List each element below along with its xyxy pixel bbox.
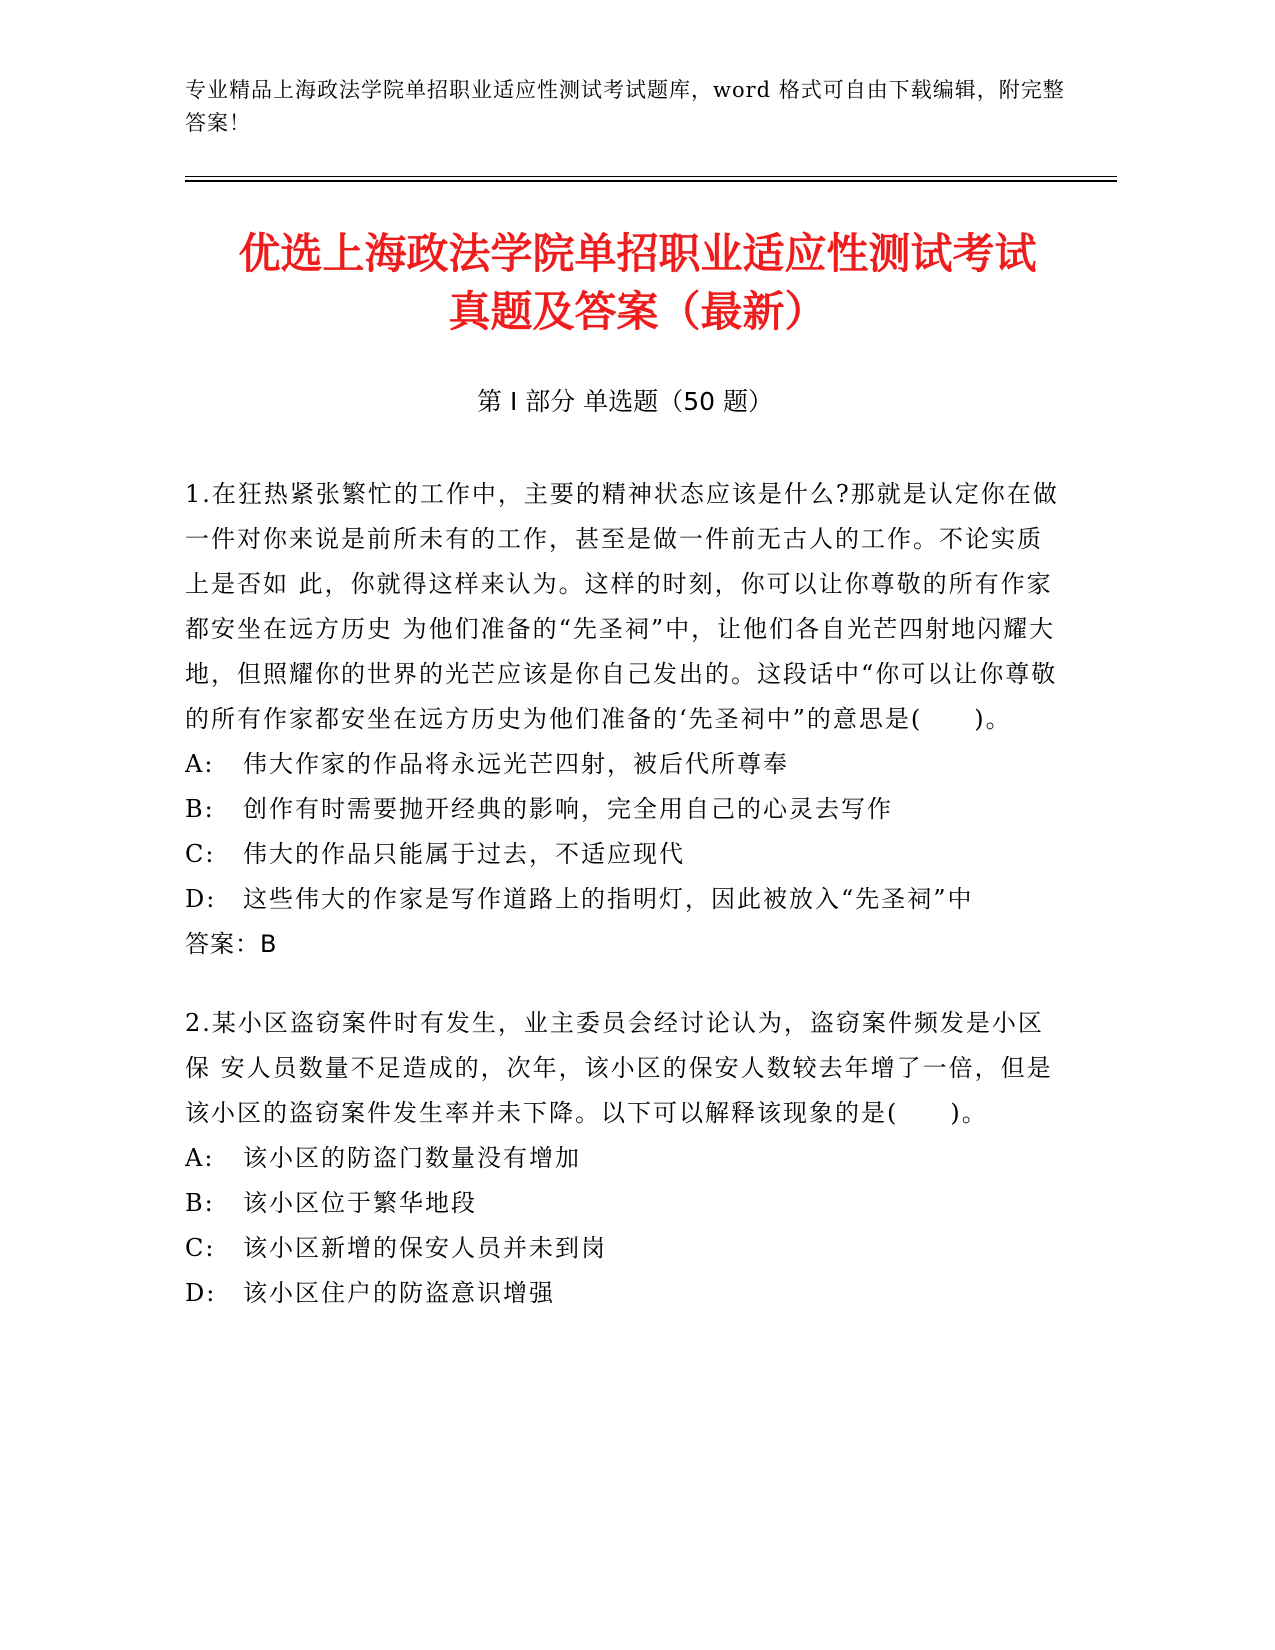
question-stem: 2.某小区盗窃案件时有发生，业主委员会经讨论认为，盗窃案件频发是小区保 安人员数量不足造成的，次年，该小区的保安人数较去年增了一倍，但是该小区的盗窃案件发生率并未下降。以下可以解释该现象的是( )。 bbox=[185, 1009, 1053, 1127]
option-letter: C: bbox=[185, 840, 216, 868]
option-text: 该小区的防盗门数量没有增加 bbox=[243, 1144, 581, 1172]
option-letter: A: bbox=[185, 750, 215, 778]
option-text: 创作有时需要抛开经典的影响，完全用自己的心灵去写作 bbox=[243, 795, 893, 823]
option-letter: D: bbox=[185, 885, 217, 913]
header-rule-thin bbox=[185, 176, 1117, 177]
question-2 bbox=[185, 1001, 1067, 1316]
option-d bbox=[185, 877, 1067, 922]
title-line-2: 真题及答案（最新） bbox=[448, 287, 827, 336]
option-d bbox=[185, 1271, 1067, 1316]
option-a bbox=[185, 1136, 1067, 1181]
question-list bbox=[185, 472, 1067, 1350]
question-1 bbox=[185, 472, 1067, 967]
option-text: 该小区位于繁华地段 bbox=[243, 1189, 477, 1217]
option-text: 伟大作家的作品将永远光芒四射，被后代所尊奉 bbox=[243, 750, 789, 778]
option-letter: C: bbox=[185, 1234, 216, 1262]
header-rule-thick bbox=[185, 180, 1117, 182]
header-note: 专业精品上海政法学院单招职业适应性测试考试题库，word 格式可自由下载编辑，附完整答案！ bbox=[185, 78, 1065, 135]
option-letter: A: bbox=[185, 1144, 215, 1172]
option-letter: B: bbox=[185, 1189, 215, 1217]
option-b bbox=[185, 787, 1067, 832]
title-line-1: 优选上海政法学院单招职业适应性测试考试 bbox=[238, 229, 1037, 278]
option-text: 这些伟大的作家是写作道路上的指明灯，因此被放入“先圣祠”中 bbox=[243, 885, 974, 913]
option-b bbox=[185, 1181, 1067, 1226]
option-letter: B: bbox=[185, 795, 215, 823]
document-title bbox=[150, 225, 1125, 341]
section-heading: 第 I 部分 单选题（50 题） bbox=[477, 387, 773, 416]
option-c bbox=[185, 1226, 1067, 1271]
option-text: 伟大的作品只能属于过去，不适应现代 bbox=[243, 840, 685, 868]
option-letter: D: bbox=[185, 1279, 217, 1307]
option-a bbox=[185, 742, 1067, 787]
question-stem: 1.在狂热紧张繁忙的工作中，主要的精神状态应该是什么?那就是认定你在做 一件对你来说是前所未有的工作，甚至是做一件前无古人的工作。不论实质上是否如 此，你就得这样来认为。这样的时刻，你可以让你尊敬的所有作家都安坐在远方历史 为他们准备的“先圣祠”中，让他们各自光芒四射地闪耀大地，但照耀你的世界的光芒应该是你自己发出的。这段话中“你可以让你尊敬的所有作家都安坐在远方历史为他们准备的‘先圣祠中”的意思是( )。 bbox=[185, 480, 1059, 733]
option-text: 该小区新增的保安人员并未到岗 bbox=[243, 1234, 607, 1262]
option-c bbox=[185, 832, 1067, 877]
answer-line: 答案：B bbox=[185, 930, 278, 958]
option-text: 该小区住户的防盗意识增强 bbox=[243, 1279, 555, 1307]
